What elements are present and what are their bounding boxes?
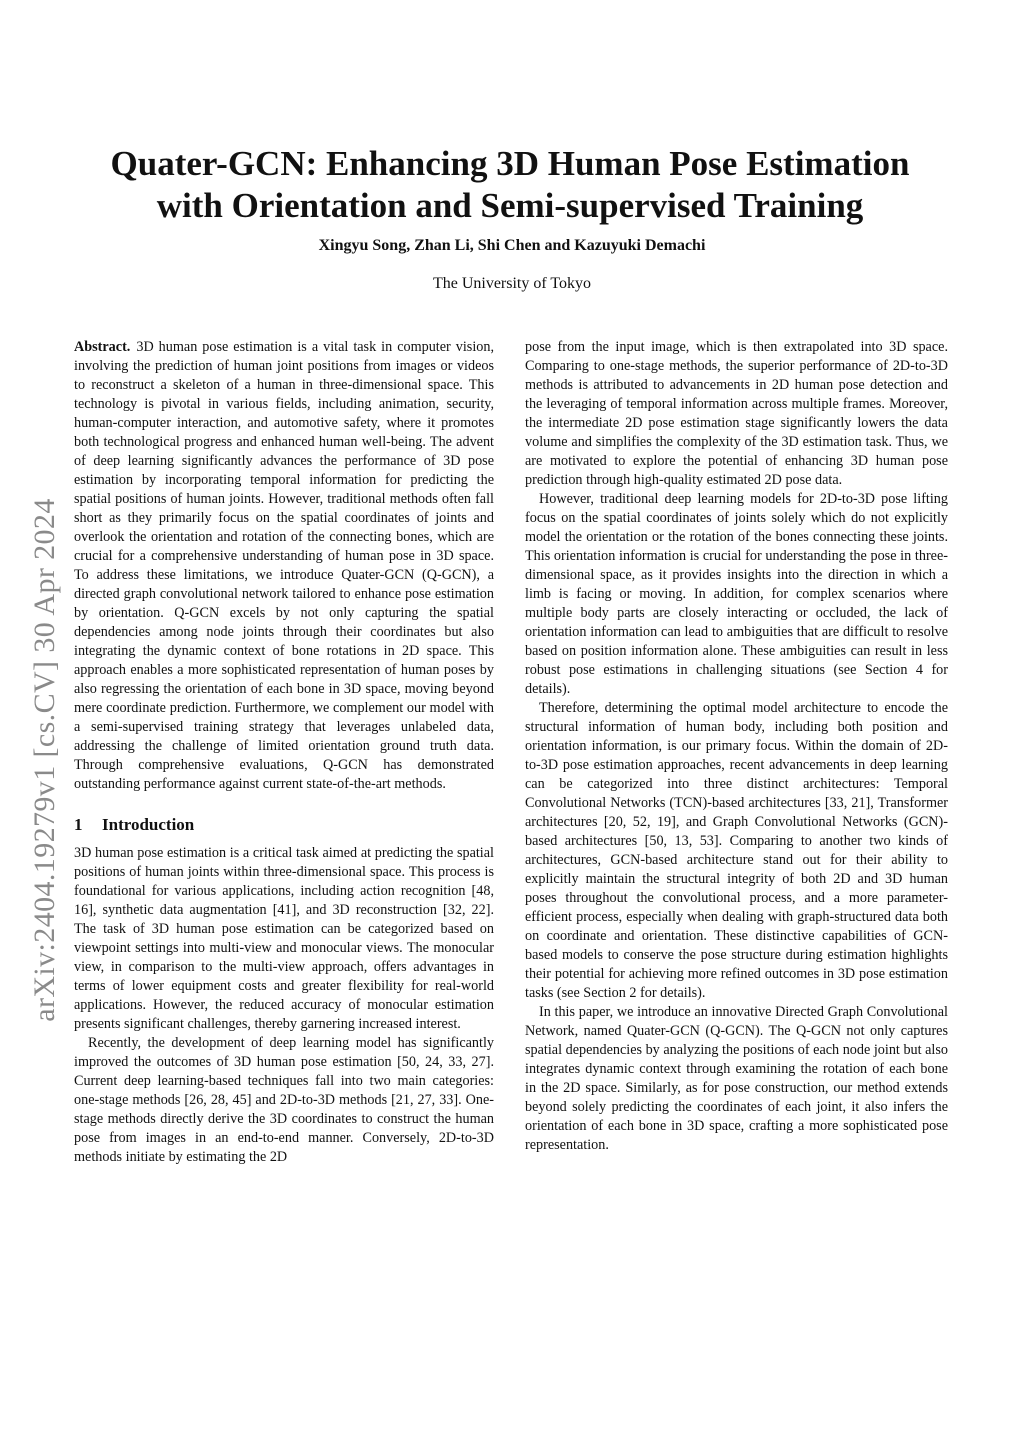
abstract-text: 3D human pose estimation is a vital task in computer vision, involving the prediction of human joint positions from images or videos to reconstruct a skeleton of a human in three-dimensional space. This technology is pivotal in various fields, including animation, security, human-computer interaction, and automotive safety, where it promotes both technological progress and enhanced human well-being. The advent of deep learning significantly advances the performance of 3D pose estimation by incorporating temporal information for predicting the spatial positions of human joints. However, traditional methods often fall short as they primarily focus on the spatial coordinates of joints and overlook the orientation and rotation of the connecting bones, which are crucial for a comprehensive understanding of human pose in 3D space. To address these limitations, we introduce Quater-GCN (Q-GCN), a directed graph convolutional network tailored to enhance pose estimation by orientation. Q-GCN excels by not only capturing the spatial dependencies among node joints through their coordinates but also integrating the dynamic context of bone rotations in 2D space. This approach enables a more sophisticated representation of human poses by also regressing the orientation of each bone in 3D space, moving beyond mere coordinate prediction. Furthermore, we complement our model with a semi-supervised training strategy that leverages unlabeled data, addressing the challenge of limited orientation ground truth data. Through comprehensive evaluations, Q-GCN has demonstrated outstanding performance against current state-of-the-art methods. xyxy=(74,339,494,792)
section-title: Introduction xyxy=(102,815,195,834)
right-column xyxy=(525,338,948,1155)
intro-paragraph-3: However, traditional deep learning models for 2D-to-3D pose lifting focus on the spatial coordinates of joints solely which do not explicitly model the orientation or the rotation of the bones connecting these joints. This orientation information is crucial for understanding the pose in three-dimensional space, as it provides insights into the direction in which a limb is facing or moving. In addition, for complex scenarios where multiple body parts are closely interacting or occluded, the lack of orientation information can lead to ambiguities that are difficult to resolve based on position information alone. These ambiguities can result in less robust pose estimations in challenging situations (see Section 4 for details). xyxy=(525,491,948,697)
left-column xyxy=(74,338,494,1167)
arxiv-sidebar xyxy=(10,450,80,1070)
section-heading-introduction xyxy=(74,814,494,836)
paper-title xyxy=(60,143,960,227)
intro-paragraph-4: Therefore, determining the optimal model architecture to encode the structural information of human body, including both position and orientation information, is our primary focus. Within the domain of 2D-to-3D pose estimation approaches, recent advancements in deep learning can be categorized into three distinct architectures: Temporal Convolutional Networks (TCN)-based architectures [33, 21], Transformer architectures [20, 52, 19], and Graph Convolutional Networks (GCN)-based architectures [50, 13, 53]. Comparing to another two kinds of architectures, GCN-based architecture stand out for their ability to explicitly maintain the structural integrity of both 2D and 3D human poses throughout the convolutional process, and a more parameter-efficient process, especially when dealing with graph-structured data both on coordinate and orientation. These distinctive capabilities of GCN-based models to conserve the pose structure during estimation highlights their potential for achieving more refined outcomes in 3D pose estimation tasks (see Section 2 for details). xyxy=(525,700,948,1001)
section-number: 1 xyxy=(74,815,83,834)
title-line-1: Quater-GCN: Enhancing 3D Human Pose Estimation xyxy=(110,144,910,183)
intro-paragraph-2: Recently, the development of deep learning model has significantly improved the outcomes of 3D human pose estimation [50, 24, 33, 27]. Current deep learning-based techniques fall into two main categories: one-stage methods [26, 28, 45] and 2D-to-3D methods [21, 27, 33]. One-stage methods directly derive the 3D coordinates to construct the human pose from images in an end-to-end manner. Conversely, 2D-to-3D methods initiate by estimating the 2D xyxy=(74,1035,494,1165)
author-list: Xingyu Song, Zhan Li, Shi Chen and Kazuyuki Demachi xyxy=(318,237,706,254)
abstract-label: Abstract. xyxy=(74,339,131,355)
title-line-2: with Orientation and Semi-supervised Training xyxy=(156,186,864,225)
intro-paragraph-1: 3D human pose estimation is a critical task aimed at predicting the spatial positions of human joints within three-dimensional space. This process is foundational for various applications, including action recognition [48, 16], synthetic data augmentation [41], and 3D reconstruction [32, 22]. The task of 3D human pose estimation can be categorized based on viewpoint settings into multi-view and monocular views. The monocular view, in comparison to the multi-view approach, offers advantages in terms of lower equipment costs and greater flexibility for real-world applications. However, the reduced accuracy of monocular estimation presents significant challenges, thereby garnering increased interest. xyxy=(74,845,494,1032)
intro-paragraph-5: In this paper, we introduce an innovative Directed Graph Convolutional Network, named Quater-GCN (Q-GCN). The Q-GCN not only captures spatial dependencies by analyzing the positions of each node joint but also integrates dynamic context through examining the rotation of each bone in the 2D space. Similarly, as for pose construction, our method extends beyond solely predicting the coordinates of each joint, it also infers the orientation of each bone in 3D space, crafting a more sophisticated pose representation. xyxy=(525,1004,948,1153)
abstract xyxy=(74,338,494,794)
affiliation: The University of Tokyo xyxy=(432,275,592,292)
arxiv-identifier[interactable]: arXiv:2404.19279v1 [cs.CV] 30 Apr 2024 xyxy=(28,498,61,1022)
intro-paragraph-2-continued: pose from the input image, which is then extrapolated into 3D space. Comparing to one-stage methods, the superior performance of 2D-to-3D methods is attributed to advancements in 2D human pose detection and the leveraging of temporal information across multiple frames. Moreover, the intermediate 2D pose estimation stage significantly lowers the data volume and simplifies the complexity of the 3D estimation task. Thus, we are motivated to explore the potential of enhancing 3D human pose prediction through high-quality estimated 2D pose data. xyxy=(525,339,948,488)
